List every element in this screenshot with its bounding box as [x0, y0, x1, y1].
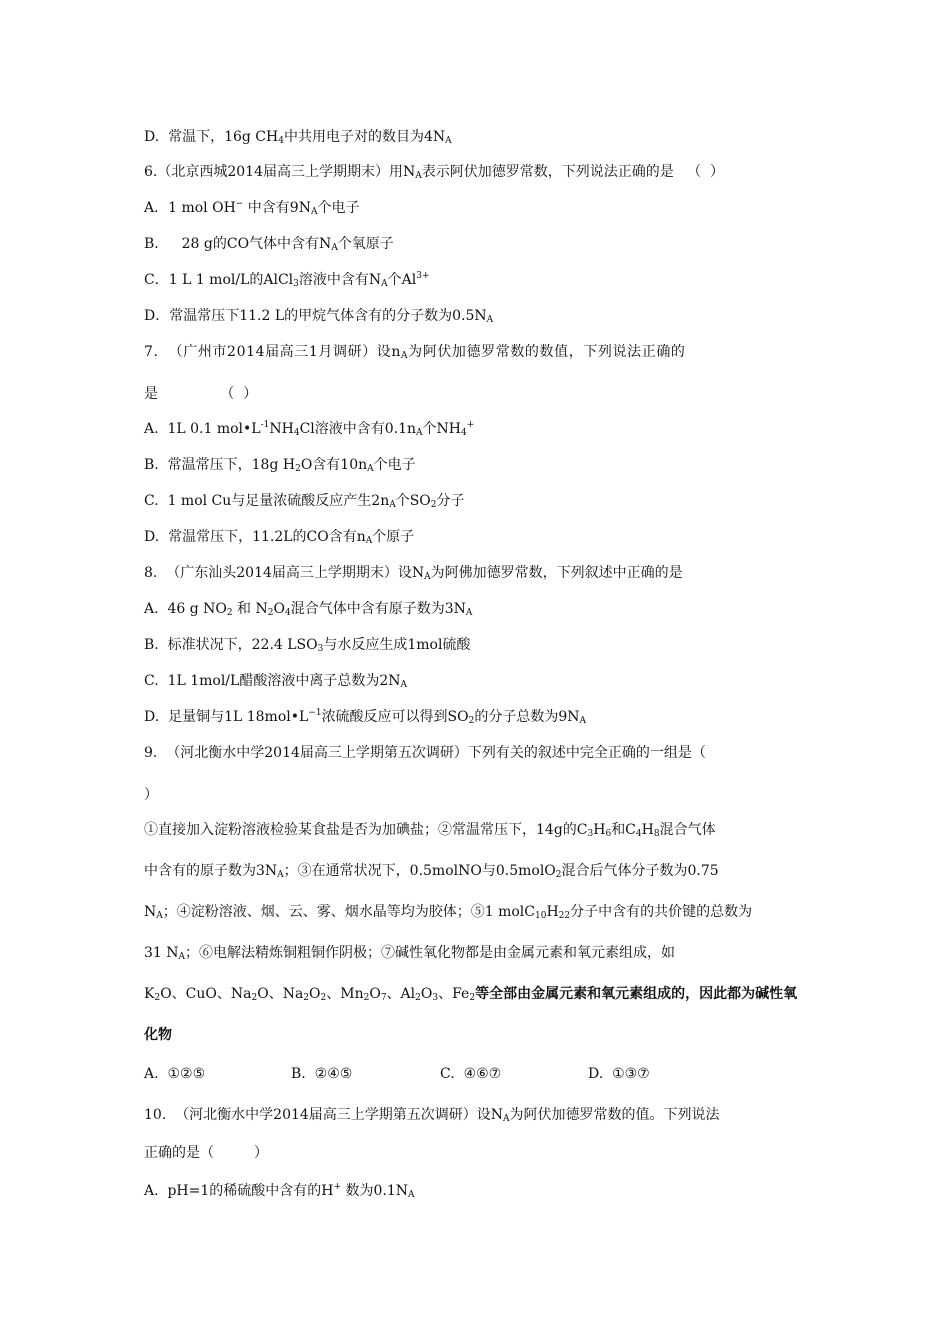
option-line: D. 足量铜与1L $18mol•L^{-1}$浓硫酸反应可以得到$SO_2$的分子总数为$9N_A$: [144, 708, 587, 726]
question-stem-cont: ）: [144, 787, 158, 803]
option-line: C．1 L 1 mol/L的AlCl$_3$溶液中含有$N_A$个$Al^{3+}$: [144, 271, 430, 289]
choice-b: B. ②④⑤: [291, 1066, 353, 1082]
statement-line: ①直接加入淀粉溶液检验某食盐是否为加碘盐；②常温常压下，14g的$C_3H_6$和$C_4H_8$混合气体: [144, 822, 716, 839]
option-line: A. 1L 0.1 $mol•L^{-1}NH_4Cl$溶液中含有$0.1n_A$个$NH_4^+$: [144, 420, 475, 438]
option-line: A. 46 g $NO_2$ 和 $N_2O_4$混合气体中含有原子数为$3N_A$: [144, 601, 473, 618]
question-stem-cont: 是 （ ）: [144, 386, 258, 402]
option-line: B． 28 g的CO气体中含有$N_A$个氧原子: [144, 236, 394, 253]
statement-line: $K_2O$、CuO、$Na_2O$、$Na_2O_2$、$Mn_2O_7$、$Al_2O_3$、$Fe_2$等全部由金属元素和氧元素组成的，因此都为碱性氧: [144, 986, 798, 1003]
option-line: D. 常温下，16g $CH_4$中共用电子对的数目为$4N_A$: [144, 129, 452, 146]
choice-d: D. ①③⑦: [588, 1066, 650, 1082]
option-line: D. 常温常压下，11.2L的CO含有$n_A$个原子: [144, 529, 415, 546]
option-line: C. 1L 1mol/L醋酸溶液中离子总数为$2N_A$: [144, 673, 407, 690]
question-stem: 6.（北京西城2014届高三上学期期末）用$N_A$表示阿伏加德罗常数，下列说法正确的是 （ ）: [144, 164, 724, 181]
option-line: A. pH=1的稀硫酸中含有的H+ 数为$0.1N_A$: [144, 1182, 415, 1200]
bold-text: 等全部由金属元素和氧元素组成的，因此都为碱性氧: [475, 986, 798, 1002]
option-line: C. 1 mol Cu与足量浓硫酸反应产生$2n_A$个$SO_2$分子: [144, 493, 465, 510]
statement-line: 31 $N_A$；⑥电解法精炼铜粗铜作阴极；⑦碱性氧化物都是由金属元素和氧元素组成，如: [144, 945, 676, 962]
option-line: B. 常温常压下，18g $H_2O$含有$10n_A$个电子: [144, 457, 416, 474]
choice-a: A. ①②⑤: [144, 1066, 206, 1082]
option-line: A．1 mol OH− 中含有$9N_A$个电子: [144, 199, 360, 217]
statement-line: 中含有的原子数为$3N_A$；③在通常状况下，0.5molNO与0.5molO$_2$混合后气体分子数为0.75: [144, 863, 719, 880]
option-line: D．常温常压下11.2 L的甲烷气体含有的分子数为$0.5N_A$: [144, 308, 494, 325]
question-stem: 8. （广东汕头2014届高三上学期期末）设$N_A$为阿佛加德罗常数，下列叙述中正确的是: [144, 565, 683, 582]
choice-c: C. ④⑥⑦: [440, 1066, 502, 1082]
question-stem: 10. （河北衡水中学2014届高三上学期第五次调研）设$N_A$为阿伏加德罗常数的值。下列说法: [144, 1107, 720, 1124]
question-stem: 9. （河北衡水中学2014届高三上学期第五次调研）下列有关的叙述中完全正确的一组是（: [144, 745, 706, 761]
question-stem: 7. （广州市2014届高三1月调研）设$n_A$为阿伏加德罗常数的数值，下列说法正确的: [144, 344, 686, 361]
statement-line: $N_A$；④淀粉溶液、烟、云、雾、烟水晶等均为胶体；⑤1 $molC_{10}H_{22}$分子中含有的共价键的总数为: [144, 904, 753, 921]
question-stem-cont: 正确的是（ ）: [144, 1145, 269, 1161]
statement-line: 化物: [144, 1027, 172, 1043]
option-line: B. 标准状况下，22.4 $LSO_3$与水反应生成1mol硫酸: [144, 637, 471, 654]
